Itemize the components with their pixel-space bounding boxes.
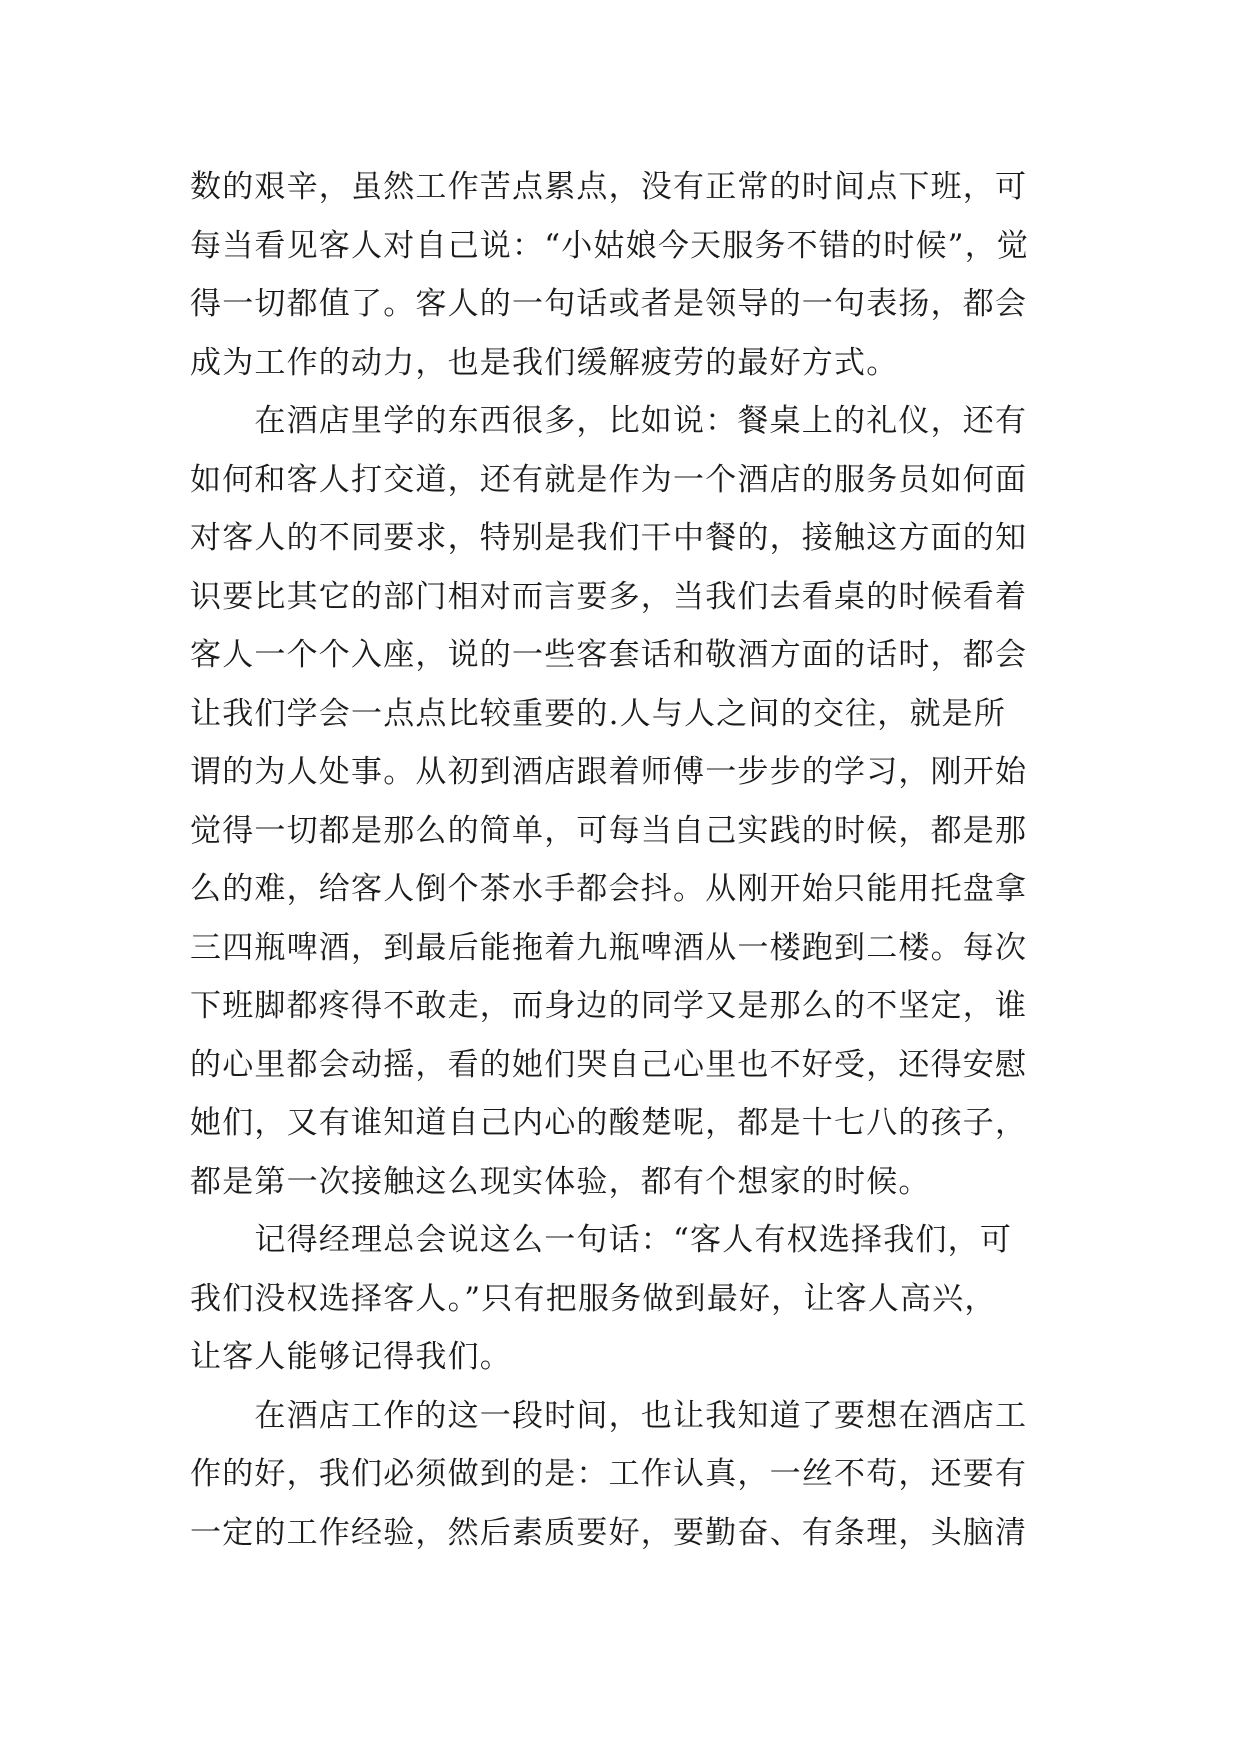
text-line: 一定的工作经验，然后素质要好，要勤奋、有条理，头脑清	[190, 1514, 1028, 1551]
paragraph-4	[190, 1387, 1070, 1563]
text-line: 如何和客人打交道，还有就是作为一个酒店的服务员如何面	[190, 461, 1028, 498]
paragraph-2	[190, 392, 1070, 1211]
text-line: 数的艰辛，虽然工作苦点累点，没有正常的时间点下班，可	[190, 169, 1028, 205]
text-line: 觉得一切都是那么的简单，可每当自己实践的时候，都是那	[190, 812, 1028, 849]
text-line: 么的难，给客人倒个茶水手都会抖。从刚开始只能用托盘拿	[190, 871, 1028, 907]
text-line: 在酒店里学的东西很多，比如说：餐桌上的礼仪，还有	[190, 403, 1028, 439]
text-line: 记得经理总会说这么一句话：“客人有权选择我们，可	[190, 1222, 1013, 1258]
text-line: 客人一个个入座，说的一些客套话和敬酒方面的话时，都会	[190, 637, 1028, 673]
text-line: 让我们学会一点点比较重要的.人与人之间的交往，就是所	[190, 695, 1007, 732]
document-page	[190, 158, 1070, 1562]
text-line: 她们，又有谁知道自己内心的酸楚呢，都是十七八的孩子，	[190, 1105, 1028, 1141]
text-line: 让客人能够记得我们。	[190, 1339, 512, 1375]
text-line: 谓的为人处事。从初到酒店跟着师傅一步步的学习，刚开始	[190, 754, 1028, 790]
text-line: 我们没权选择客人。”只有把服务做到最好，让客人高兴，	[190, 1280, 997, 1317]
text-line: 对客人的不同要求，特别是我们干中餐的，接触这方面的知	[190, 520, 1028, 556]
text-line: 得一切都值了。客人的一句话或者是领导的一句表扬，都会	[190, 286, 1028, 322]
text-line: 成为工作的动力，也是我们缓解疲劳的最好方式。	[190, 344, 899, 381]
text-line: 作的好，我们必须做到的是：工作认真，一丝不苟，还要有	[190, 1456, 1028, 1492]
text-line: 在酒店工作的这一段时间，也让我知道了要想在酒店工	[190, 1397, 1028, 1434]
text-line: 都是第一次接触这么现实体验，都有个想家的时候。	[190, 1163, 931, 1200]
paragraph-1	[190, 158, 1070, 392]
text-line: 三四瓶啤酒，到最后能拖着九瓶啤酒从一楼跑到二楼。每次	[190, 929, 1028, 966]
text-line: 的心里都会动摇，看的她们哭自己心里也不好受，还得安慰	[190, 1046, 1028, 1083]
text-line: 下班脚都疼得不敢走，而身边的同学又是那么的不坚定，谁	[190, 988, 1028, 1024]
text-line: 每当看见客人对自己说：“小姑娘今天服务不错的时候”，觉	[190, 227, 1030, 264]
text-line: 识要比其它的部门相对而言要多，当我们去看桌的时候看着	[190, 578, 1028, 615]
paragraph-3	[190, 1211, 1070, 1387]
